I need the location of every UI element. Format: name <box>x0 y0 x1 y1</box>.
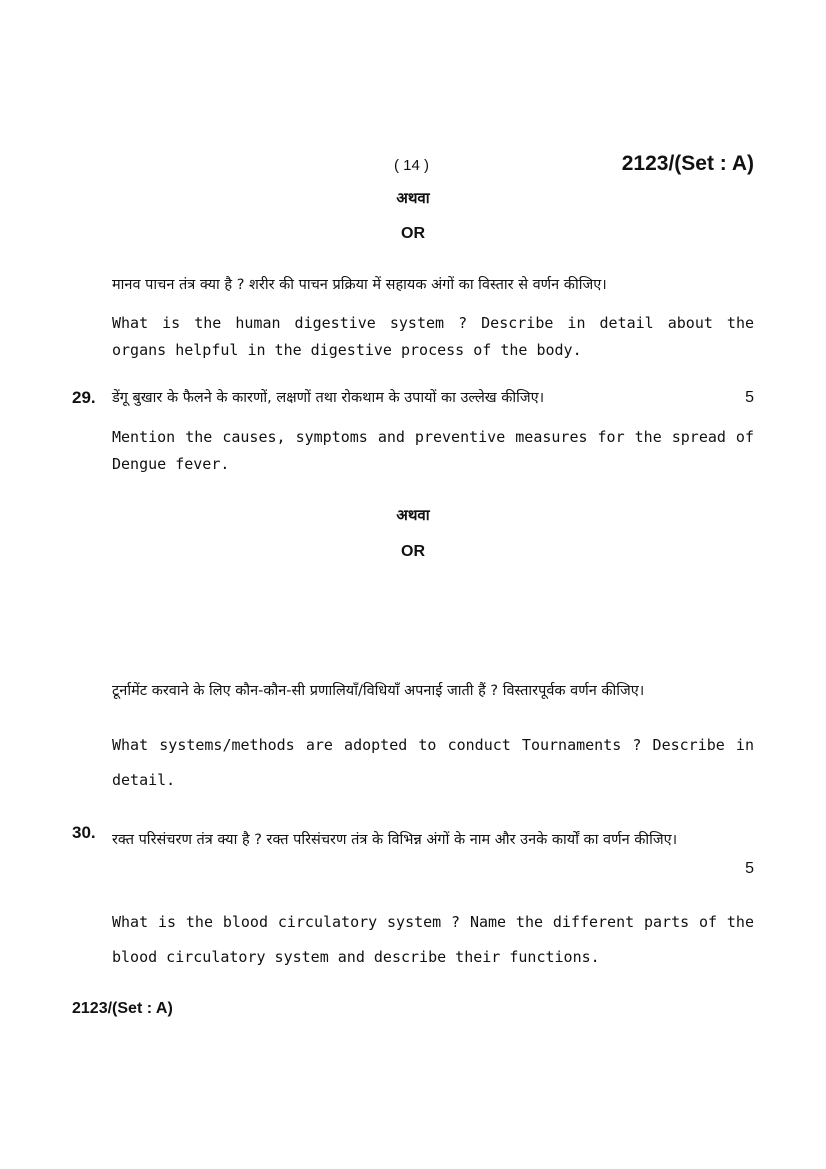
q29-alt-english: What systems/methods are adopted to conduct Tournaments ? Describe in detail. <box>112 736 754 789</box>
q29-alt-hindi: टूर्नामेंट करवाने के लिए कौन-कौन-सी प्रणालियाँ/विधियाँ अपनाई जाती हैं ? विस्तारपूर्वक वर्णन कीजिए। <box>112 683 645 699</box>
or-english-1: OR <box>401 225 425 242</box>
q29-hindi: डेंगू बुखार के फैलने के कारणों, लक्षणों तथा रोकथाम के उपायों का उल्लेख कीजिए। <box>112 390 545 406</box>
or-english-2: OR <box>401 543 425 560</box>
q30-number: 30. <box>72 823 96 842</box>
or-hindi-2: अथवा <box>396 506 430 524</box>
q28-alt-english: What is the human digestive system ? Describe in detail about the organs helpful in the digestive process of the body. <box>112 314 754 359</box>
q29-english: Mention the causes, symptoms and preventive measures for the spread of Dengue fever. <box>112 428 754 473</box>
q30-english: What is the blood circulatory system ? Name the different parts of the blood circulatory system and describe their functions. <box>112 913 754 966</box>
or-hindi-1: अथवा <box>396 189 430 207</box>
page-number: ( 14 ) <box>394 157 430 174</box>
paper-code-footer: 2123/(Set : A) <box>72 1000 173 1017</box>
paper-code-header: 2123/(Set : A) <box>621 152 754 175</box>
q29-number: 29. <box>72 388 96 407</box>
q28-alt-hindi: मानव पाचन तंत्र क्या है ? शरीर की पाचन प्रक्रिया में सहायक अंगों का विस्तार से वर्णन कीजिए। <box>112 277 607 293</box>
q30-marks: 5 <box>745 860 754 877</box>
q30-hindi: रक्त परिसंचरण तंत्र क्या है ? रक्त परिसंचरण तंत्र के विभिन्न अंगों के नाम और उनके कार्यों का वर्णन कीजिए। <box>112 832 678 848</box>
q29-marks: 5 <box>745 389 754 406</box>
